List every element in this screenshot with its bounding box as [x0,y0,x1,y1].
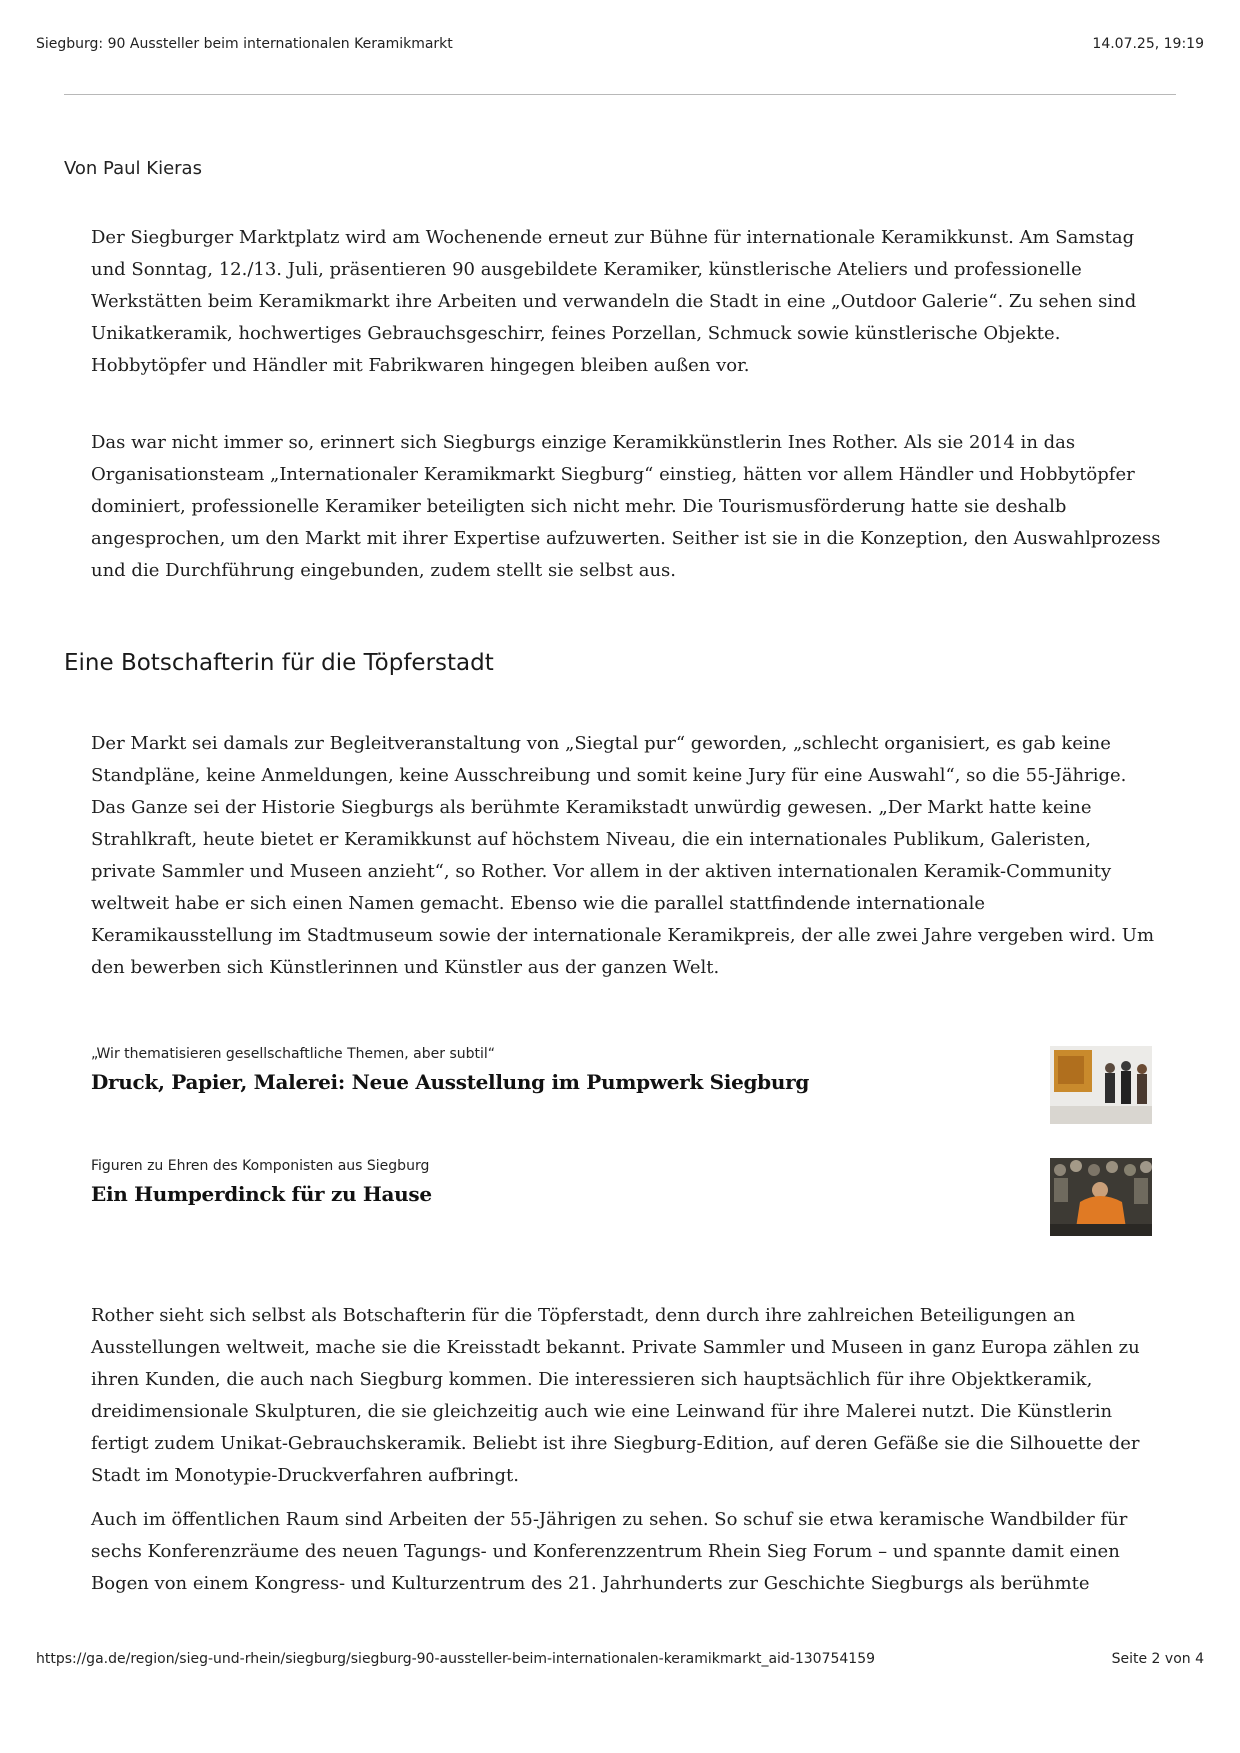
teaser-title-link[interactable]: Druck, Papier, Malerei: Neue Ausstellung im Pumpwerk Siegburg [91,1070,810,1094]
print-footer [36,1651,1204,1667]
header-divider [64,94,1176,95]
article-paragraph-1: Der Siegburger Marktplatz wird am Wochenende erneut zur Bühne für internationale Keramikkunst. Am Samstag und Sonntag, 12./13. Juli, präsentieren 90 ausgebildete Keramiker, künstlerische Ateliers und professionelle Werkstätten beim Keramikmarkt ihre Arbeiten und verwandeln die Stadt in eine „Outdoor Galerie“. Zu sehen sind Unikatkeramik, hochwertiges Gebrauchsgeschirr, feines Porzellan, Schmuck sowie künstlerische Objekte. Hobbytöpfer und Händler mit Fabrikwaren hingegen bleiben außen vor. [91,227,1137,376]
print-footer-url: https://ga.de/region/sieg-und-rhein/siegburg/siegburg-90-aussteller-beim-internationalen-keramikmarkt_aid-130754159 [36,1651,876,1667]
article-paragraph-2: Das war nicht immer so, erinnert sich Siegburgs einzige Keramikkünstlerin Ines Rother. Als sie 2014 in das Organisationsteam „Internationaler Keramikmarkt Siegburg“ einstieg, hätten vor allem Händler und Hobbytöpfer dominiert, professionelle Keramiker beteiligten sich nicht mehr. Die Tourismusförderung hatte sie deshalb angesprochen, um den Markt mit ihrer Expertise aufzuwerten. Seither ist sie in die Konzeption, den Auswahlprozess und die Durchführung eingebunden, zudem stellt sie selbst aus. [91,432,1161,581]
article-paragraph-4: Rother sieht sich selbst als Botschafterin für die Töpferstadt, denn durch ihre zahlreichen Beteiligungen an Ausstellungen weltweit, mache sie die Kreisstadt bekannt. Private Sammler und Museen in ganz Europa zählen zu ihren Kunden, die auch nach Siegburg kommen. Die interessieren sich hauptsächlich für ihre Objektkeramik, dreidimensionale Skulpturen, die sie gleichzeitig auch wie eine Leinwand für ihre Malerei nutzt. Die Künstlerin fertigt zudem Unikat-Gebrauchskeramik. Beliebt ist ihre Siegburg-Edition, auf deren Gefäße sie die Silhouette der Stadt im Monotypie-Druckverfahren aufbringt. [91,1305,1140,1486]
teaser-thumbnail-gallery-image[interactable] [1050,1046,1152,1124]
section-heading: Eine Botschafterin für die Töpferstadt [64,650,494,676]
page-number: Seite 2 von 4 [1111,1651,1204,1667]
teaser-kicker: Figuren zu Ehren des Komponisten aus Siegburg [91,1158,430,1174]
author-byline: Von Paul Kieras [64,158,202,179]
teaser-title-link[interactable]: Ein Humperdinck für zu Hause [91,1182,432,1206]
related-article-teaser[interactable] [91,1046,1152,1124]
teaser-kicker: „Wir thematisieren gesellschaftliche Themen, aber subtil“ [91,1046,496,1062]
article-paragraph-5: Auch im öffentlichen Raum sind Arbeiten der 55-Jährigen zu sehen. So schuf sie etwa keramische Wandbilder für sechs Konferenzräume des neuen Tagungs- und Konferenzzentrum Rhein Sieg Forum – und spannte damit einen Bogen von einem Kongress- und Kulturzentrum des 21. Jahrhunderts zur Geschichte Siegburgs als berühmte [91,1509,1128,1594]
article-paragraph-3: Der Markt sei damals zur Begleitveranstaltung von „Siegtal pur“ geworden, „schlecht organisiert, es gab keine Standpläne, keine Anmeldungen, keine Ausschreibung und somit keine Jury für eine Auswahl“, so die 55-Jährige. Das Ganze sei der Historie Siegburgs als berühmte Keramikstadt unwürdig gewesen. „Der Markt hatte keine Strahlkraft, heute bietet er Keramikkunst auf höchstem Niveau, die ein internationales Publikum, Galeristen, private Sammler und Museen anzieht“, so Rother. Vor allem in der aktiven internationalen Keramik-Community weltweit habe er sich einen Namen gemacht. Ebenso wie die parallel stattfindende internationale Keramikausstellung im Stadtmuseum sowie der internationale Keramikpreis, der alle zwei Jahre vergeben wird. Um den bewerben sich Künstlerinnen und Künstler aus der ganzen Welt. [91,733,1155,978]
teaser-thumbnail-figures-image[interactable] [1050,1158,1152,1236]
print-header-datetime: 14.07.25, 19:19 [1092,36,1204,52]
related-article-teaser[interactable] [91,1158,1152,1236]
print-header-title: Siegburg: 90 Aussteller beim internationalen Keramikmarkt [36,36,453,52]
print-header [36,36,1204,52]
